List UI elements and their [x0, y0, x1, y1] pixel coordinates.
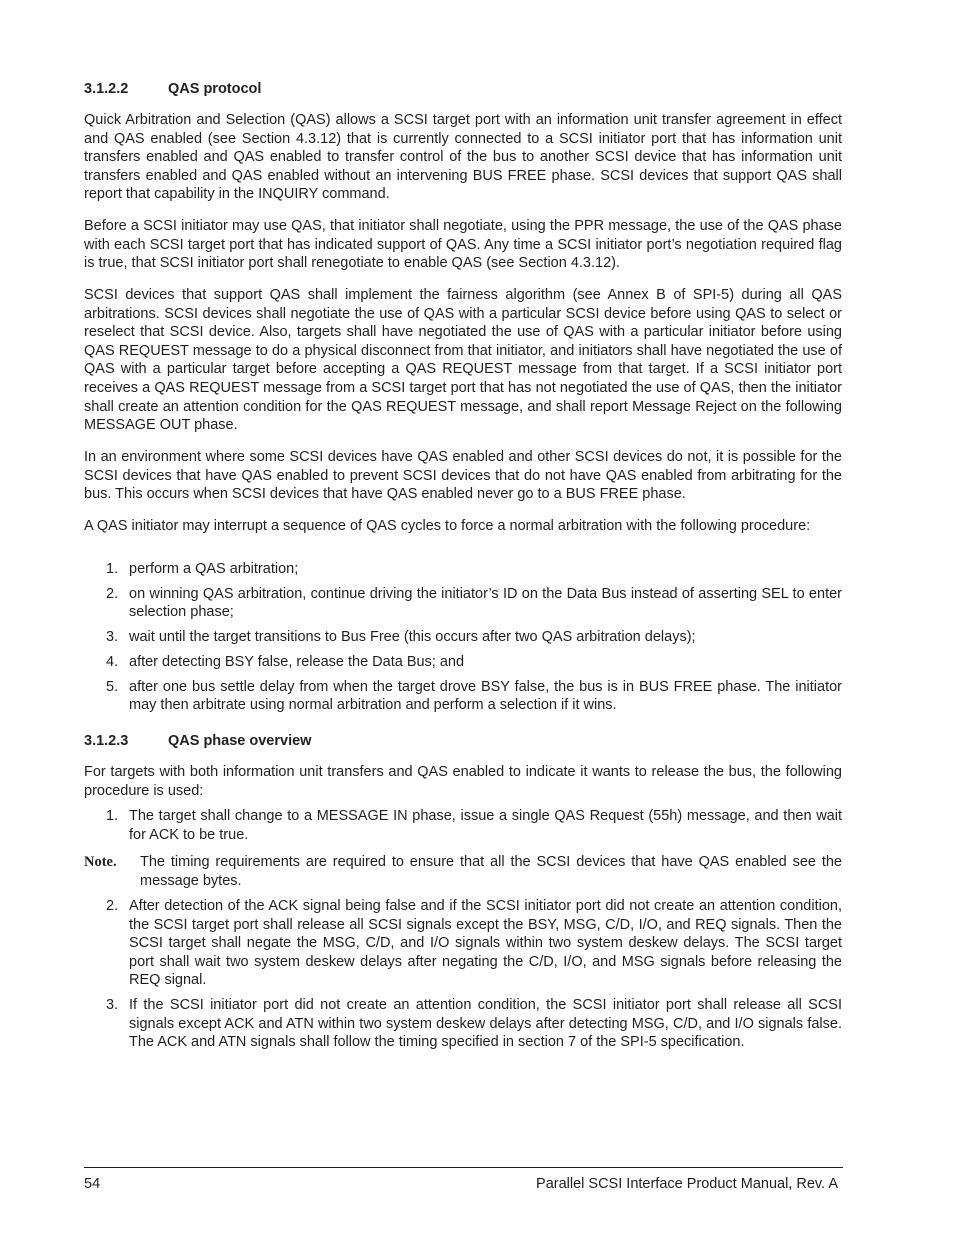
list-marker: 5. — [106, 678, 119, 695]
section-title: QAS phase overview — [168, 733, 312, 749]
list-item-text: The target shall change to a MESSAGE IN phase, issue a single QAS Request (55h) message, and then wait for ACK to be true. — [129, 808, 842, 843]
list-item — [84, 678, 842, 715]
list-item — [84, 560, 842, 579]
note-label: Note. — [84, 854, 117, 870]
list-item — [84, 628, 842, 647]
page-number: 54 — [84, 1176, 101, 1192]
paragraph: In an environment where some SCSI devices have QAS enabled and other SCSI devices do not, it is possible for the SCSI devices that have QAS enabled to prevent SCSI devices that do not have QAS enabled from arbitrating for the bus. This occurs when SCSI devices that have QAS enabled never go to a BUS FREE phase. — [84, 449, 842, 503]
section-number: 3.1.2.3 — [84, 733, 129, 749]
paragraph: Quick Arbitration and Selection (QAS) allows a SCSI target port with an information unit transfer agreement in effect and QAS enabled (see Section 4.3.12) that is currently connected to a SCSI initiator port that has information unit transfers enabled and QAS enabled to transfer control of the bus to another SCSI device that has information unit transfers enabled and QAS enabled without an intervening BUS FREE phase. SCSI devices that support QAS shall report that capability in the INQUIRY command. — [84, 112, 842, 203]
note-block — [84, 853, 842, 890]
section-heading-qas-protocol — [84, 80, 261, 98]
list-item-text: after one bus settle delay from when the target drove BSY false, the bus is in BUS FREE phase. The initiator may then arbitrate using normal arbitration and perform a selection if it wins. — [129, 678, 842, 714]
list-item-text: If the SCSI initiator port did not create an attention condition, the SCSI initiator port shall release all SCSI signals except ACK and ATN within two system deskew delays after detecting MSG, C/D, and I/O signals false. The ACK and ATN signals shall follow the timing specified in section 7 of the SPI-5 specification. — [129, 997, 842, 1051]
section-title: QAS protocol — [168, 81, 262, 97]
list-item — [84, 585, 842, 622]
list-item-text: perform a QAS arbitration; — [129, 561, 299, 577]
paragraph: For targets with both information unit transfers and QAS enabled to indicate it wants to release the bus, the following procedure is used: — [84, 764, 842, 799]
list-item-text: After detection of the ACK signal being false and if the SCSI initiator port did not create an attention condition, the SCSI target port shall release all SCSI signals except the BSY, MSG, C/D, I/O, and REQ signals. Then the SCSI target shall negate the MSG, C/D, and I/O signals within two system deskew delays. The SCSI target port shall wait two system deskew delays after negating the C/D, I/O, and MSG signals before releasing the REQ signal. — [129, 898, 842, 989]
list-item — [84, 996, 842, 1052]
note-text: The timing requirements are required to ensure that all the SCSI devices that have QAS enabled see the message bytes. — [140, 854, 842, 889]
list-marker: 2. — [106, 585, 119, 602]
list-item — [84, 897, 842, 990]
list-marker: 1. — [106, 561, 119, 577]
list-marker: 1. — [106, 808, 119, 824]
section-number: 3.1.2.2 — [84, 81, 129, 97]
paragraph: A QAS initiator may interrupt a sequence of QAS cycles to force a normal arbitration with the following procedure: — [84, 518, 811, 534]
list-item-text: after detecting BSY false, release the Data Bus; and — [129, 653, 465, 670]
footer-divider — [84, 1167, 843, 1168]
list-marker: 3. — [106, 997, 119, 1014]
document-title: Parallel SCSI Interface Product Manual, Rev. A — [536, 1176, 838, 1192]
procedure-list — [84, 560, 842, 721]
list-item-text: on winning QAS arbitration, continue driving the initiator’s ID on the Data Bus instead of asserting SEL to enter selection phase; — [129, 585, 842, 621]
list-marker: 3. — [106, 629, 119, 646]
list-marker: 4. — [106, 653, 119, 670]
list-item — [84, 653, 842, 672]
paragraph: Before a SCSI initiator may use QAS, that initiator shall negotiate, using the PPR message, the use of the QAS phase with each SCSI target port that has indicated support of QAS. Any time a SCSI initiator port’s negotiation required flag is true, that SCSI initiator port shall renegotiate to enable QAS (see Section 4.3.12). — [84, 218, 842, 272]
list-item-text: wait until the target transitions to Bus Free (this occurs after two QAS arbitration delays); — [129, 629, 696, 646]
list-marker: 2. — [106, 898, 119, 914]
procedure-list — [84, 807, 842, 850]
section-heading-qas-phase-overview — [84, 732, 311, 750]
procedure-list — [84, 897, 842, 1058]
paragraph: SCSI devices that support QAS shall implement the fairness algorithm (see Annex B of SPI-5) during all QAS arbitrations. SCSI devices shall negotiate the use of QAS with a particular SCSI device before using QAS to select or reselect that SCSI device. Also, targets shall have negotiated the use of QAS with a particular initiator before using QAS REQUEST message to do a physical disconnect from that initiator, and initiators shall have negotiated the use of QAS with a particular target before accepting a QAS REQUEST message from that target. If a SCSI initiator port receives a QAS REQUEST message from a SCSI target port that has not negotiated the use of QAS, then the initiator shall create an attention condition for the QAS REQUEST message, and shall report Message Reject on the following MESSAGE OUT phase. — [84, 287, 842, 434]
list-item — [84, 807, 842, 844]
